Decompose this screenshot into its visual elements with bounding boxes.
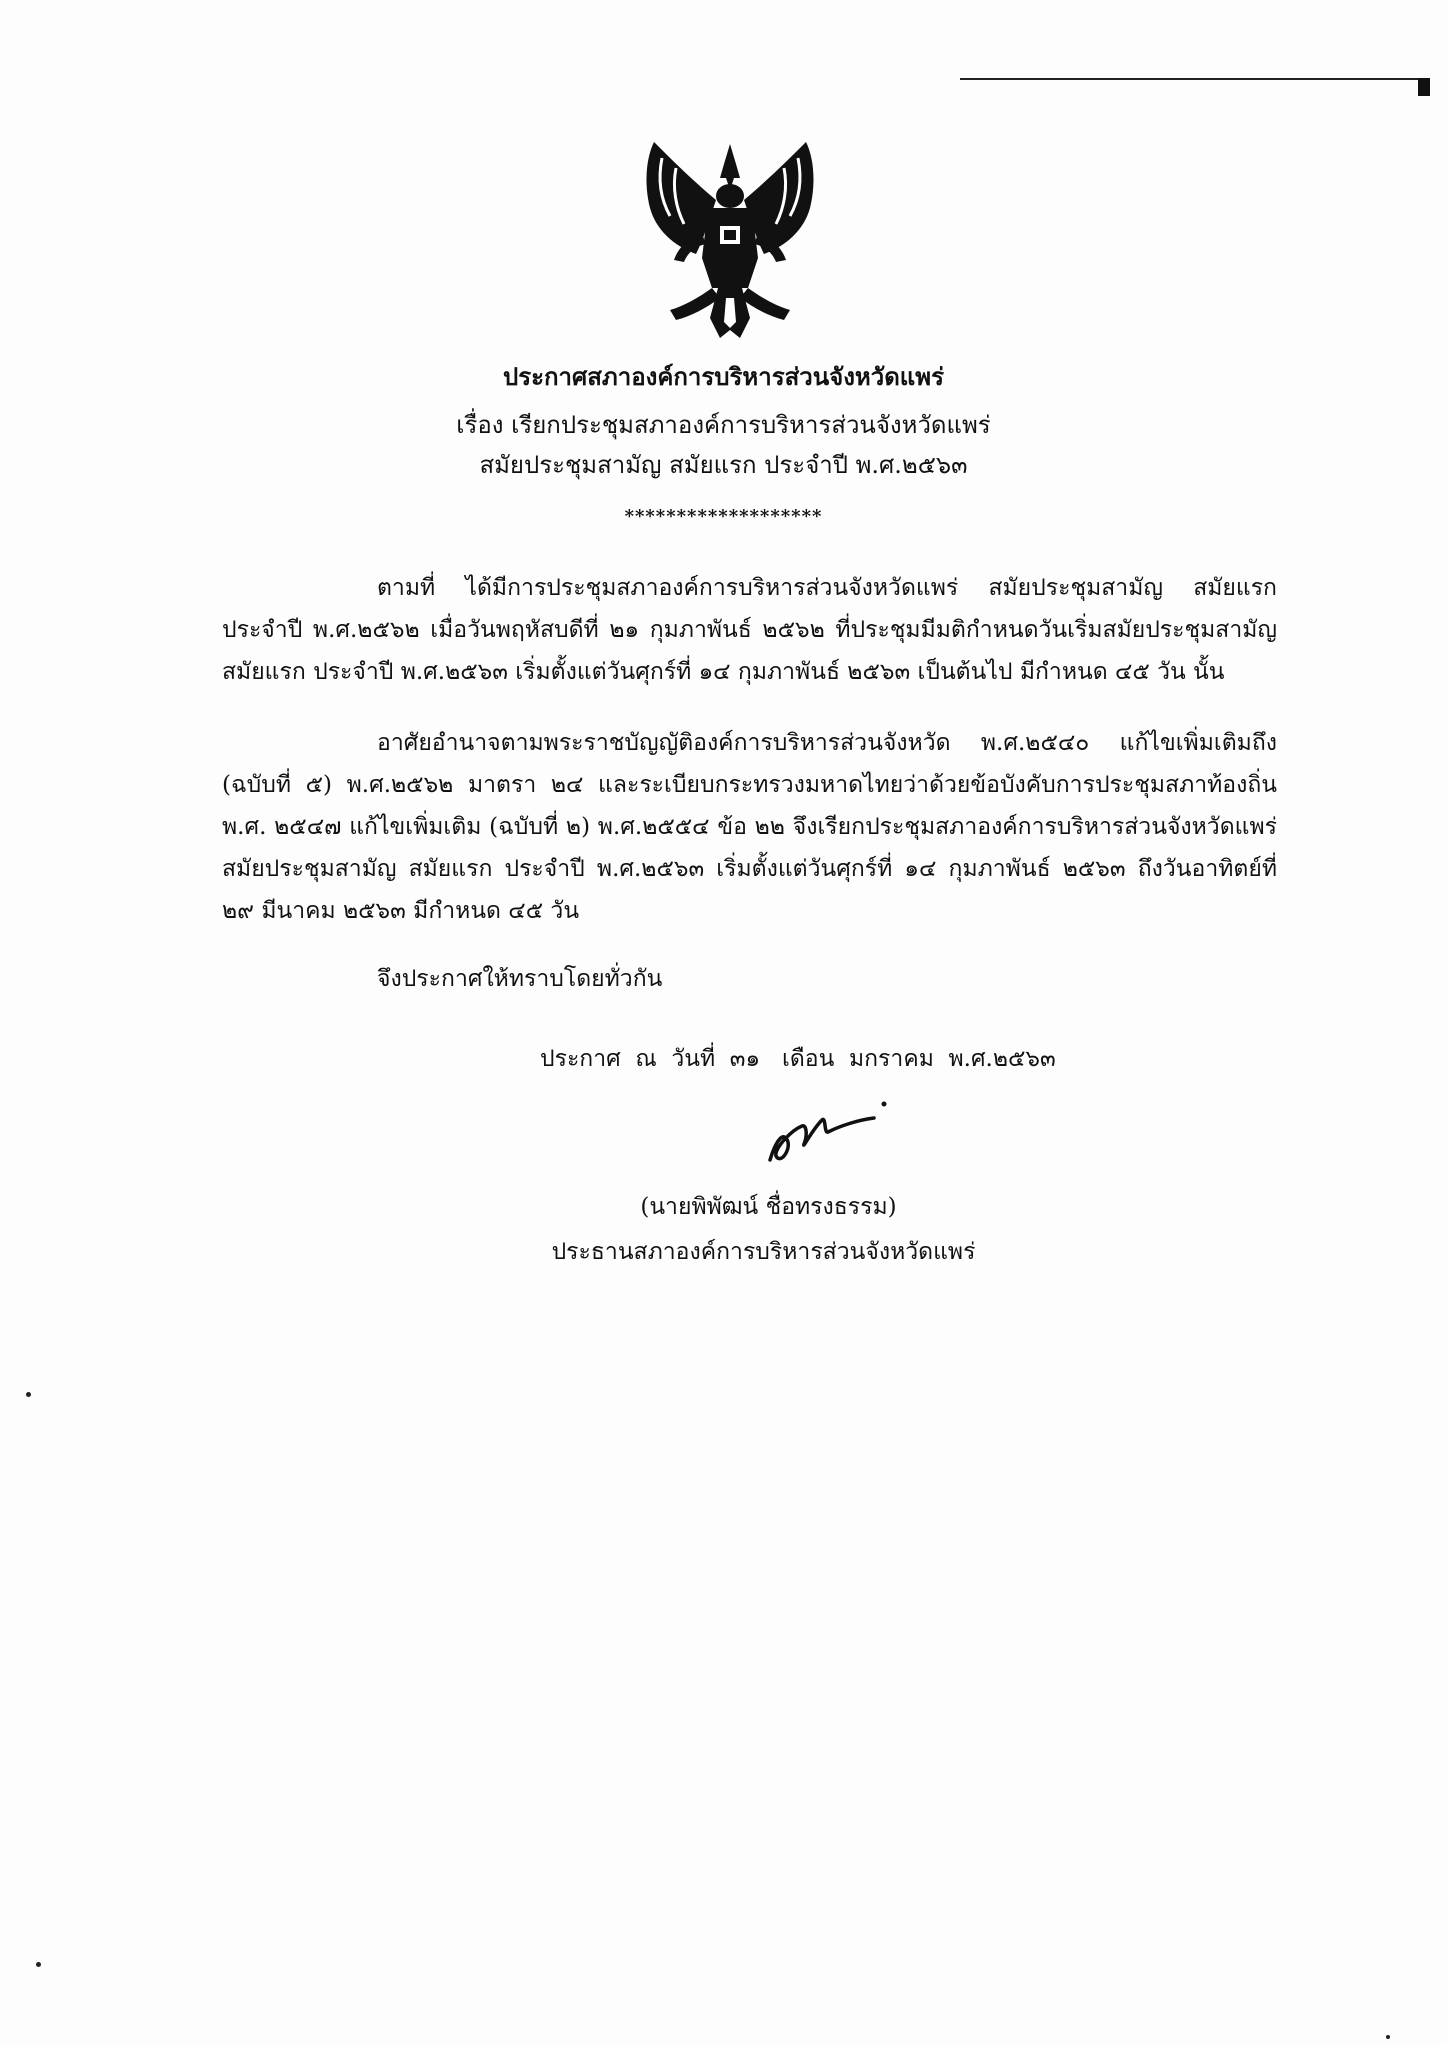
signatory-position: ประธานสภาองค์การบริหารส่วนจังหวัดแพร่: [551, 1239, 976, 1265]
announcement-session: สมัยประชุมสามัญ สมัยแรก ประจำปี พ.ศ.๒๕๖๓: [479, 451, 968, 479]
separator-stars: *******************: [624, 506, 823, 527]
signatory-name: (นายพิพัฒน์ ชื่อทรงธรรม): [640, 1194, 897, 1220]
body-paragraph-1: ตามที่ ได้มีการประชุมสภาองค์การบริหารส่วนจังหวัดแพร่ สมัยประชุมสามัญ สมัยแรก ประจำปี พ.ศ.๒๕๖๒ เมื่อวันพฤหัสบดีที่ ๒๑ กุมภาพันธ์ ๒๕๖๒ ที่ประชุมมีมติกำหนดวันเริ่มสมัยประชุมสามัญ สมัยแรก ประจำปี พ.ศ.๒๕๖๓ เริ่มตั้งแต่วันศุกร์ที่ ๑๔ กุมภาพันธ์ ๒๕๖๓ เป็นต้นไป มีกำหนด ๔๕ วัน นั้น: [222, 575, 1277, 685]
body-paragraph-2: อาศัยอำนาจตามพระราชบัญญัติองค์การบริหารส่วนจังหวัด พ.ศ.๒๕๔๐ แก้ไขเพิ่มเติมถึง (ฉบับที่ ๕) พ.ศ.๒๕๖๒ มาตรา ๒๔ และระเบียบกระทรวงมหาดไทยว่าด้วยข้อบังคับการประชุมสภาท้องถิ่น พ.ศ. ๒๕๔๗ แก้ไขเพิ่มเติม (ฉบับที่ ๒) พ.ศ.๒๕๕๔ ข้อ ๒๒ จึงเรียกประชุมสภาองค์การบริหารส่วนจังหวัดแพร่ สมัยประชุมสามัญ สมัยแรก ประจำปี พ.ศ.๒๕๖๓ เริ่มตั้งแต่วันศุกร์ที่ ๑๔ กุมภาพันธ์ ๒๕๖๓ ถึงวันอาทิตย์ที่ ๒๙ มีนาคม ๒๕๖๓ มีกำหนด ๔๕ วัน: [222, 730, 1277, 924]
closing-statement: จึงประกาศให้ทราบโดยทั่วกัน: [377, 966, 663, 992]
announcement-subject: เรื่อง เรียกประชุมสภาองค์การบริหารส่วนจังหวัดแพร่: [456, 411, 991, 439]
scan-speck: [26, 1392, 31, 1397]
announcement-dateline: ประกาศ ณ วันที่ ๓๑ เดือน มกราคม พ.ศ.๒๕๖๓: [540, 1046, 1056, 1072]
scan-edge-line: [960, 78, 1430, 80]
announcement-title: ประกาศสภาองค์การบริหารส่วนจังหวัดแพร่: [503, 362, 944, 391]
garuda-emblem-icon: [640, 138, 820, 348]
scan-speck: [1386, 2035, 1390, 2039]
scan-edge-corner: [1418, 78, 1430, 96]
handwritten-signature: [762, 1090, 892, 1170]
scan-speck: [36, 1962, 41, 1967]
